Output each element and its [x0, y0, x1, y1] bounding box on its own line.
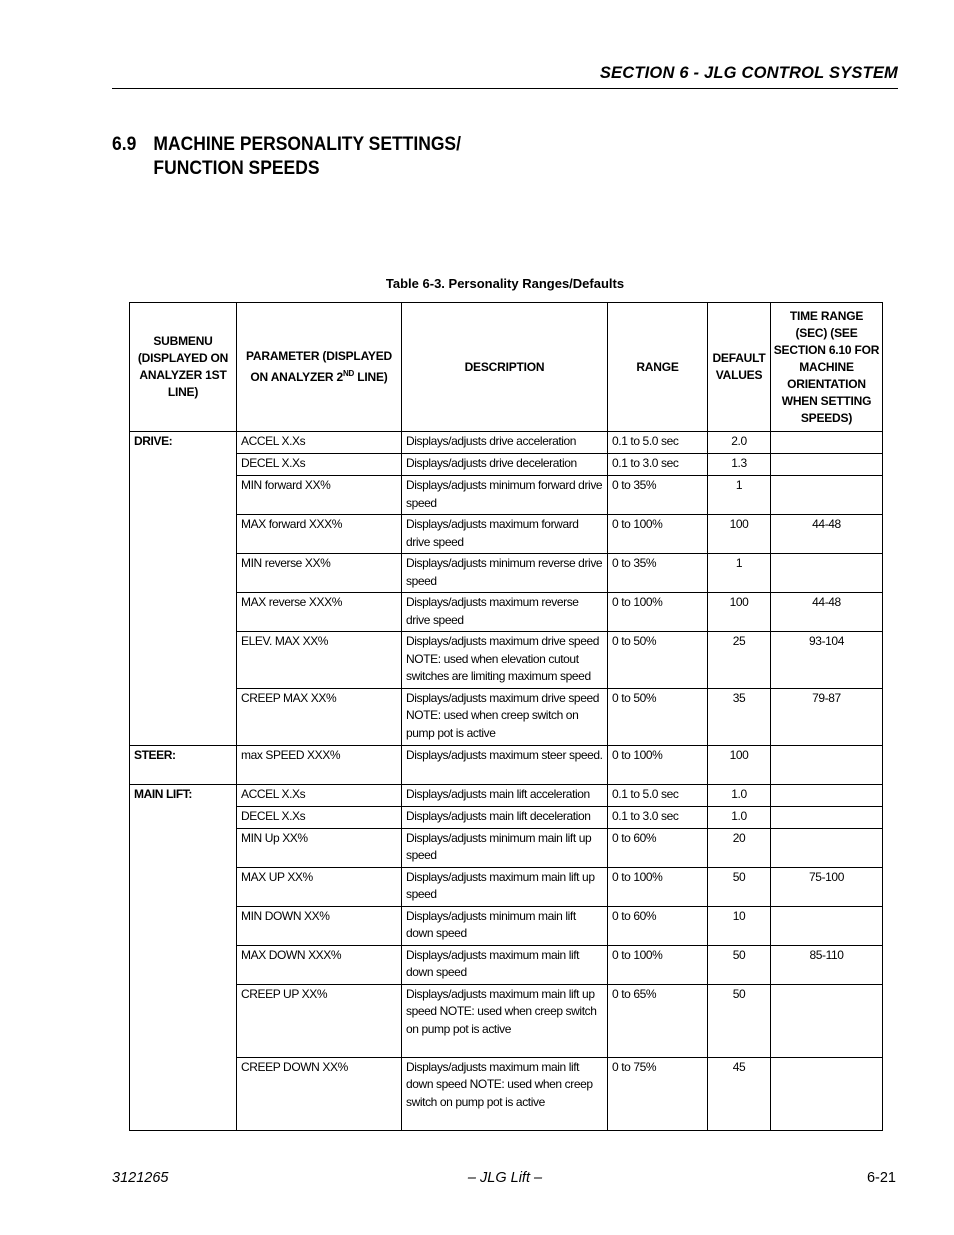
row-default: 100: [708, 593, 771, 632]
row-submenu: [130, 828, 237, 867]
row-default: 35: [708, 688, 771, 745]
row-parameter: CREEP MAX XX%: [237, 688, 402, 745]
row-parameter: MAX UP XX%: [237, 867, 402, 906]
row-submenu: MAIN LIFT:: [130, 784, 237, 806]
row-parameter: DECEL X.Xs: [237, 806, 402, 828]
row-submenu: [130, 867, 237, 906]
row-submenu: [130, 554, 237, 593]
row-parameter: ELEV. MAX XX%: [237, 632, 402, 689]
table-row: [130, 515, 883, 554]
row-range: 0 to 100%: [608, 515, 708, 554]
table-caption: Table 6-3. Personality Ranges/Defaults: [385, 276, 625, 291]
row-time-range: [771, 745, 883, 784]
row-description: Displays/adjusts drive acceleration: [402, 432, 608, 454]
row-time-range: [771, 454, 883, 476]
row-range: 0 to 100%: [608, 745, 708, 784]
row-default: 1.3: [708, 454, 771, 476]
row-default: 50: [708, 945, 771, 984]
table-row: [130, 945, 883, 984]
row-parameter: MAX forward XXX%: [237, 515, 402, 554]
row-time-range: 93-104: [771, 632, 883, 689]
row-description: Displays/adjusts maximum steer speed.: [402, 745, 608, 784]
row-range: 0 to 50%: [608, 632, 708, 689]
row-default: 1: [708, 554, 771, 593]
row-parameter: MIN Up XX%: [237, 828, 402, 867]
row-default: 2.0: [708, 432, 771, 454]
row-parameter: MAX reverse XXX%: [237, 593, 402, 632]
row-range: 0 to 35%: [608, 554, 708, 593]
table-body: [130, 432, 883, 1131]
section-title-line1: MACHINE PERSONALITY SETTINGS/: [153, 134, 461, 155]
row-parameter: MAX DOWN XXX%: [237, 945, 402, 984]
row-description: Displays/adjusts main lift deceleration: [402, 806, 608, 828]
section-heading: [112, 133, 461, 181]
row-time-range: [771, 1057, 883, 1130]
table-row: [130, 593, 883, 632]
row-description: Displays/adjusts minimum main lift down speed: [402, 906, 608, 945]
row-parameter: CREEP DOWN XX%: [237, 1057, 402, 1130]
row-time-range: [771, 554, 883, 593]
row-submenu: [130, 945, 237, 984]
row-submenu: [130, 984, 237, 1057]
row-description: Displays/adjusts maximum main lift down speed: [402, 945, 608, 984]
header-range: RANGE: [608, 303, 708, 432]
table-row: [130, 476, 883, 515]
section-header: SECTION 6 - JLG CONTROL SYSTEM: [599, 64, 898, 82]
row-range: 0 to 60%: [608, 906, 708, 945]
header-default: DEFAULT VALUES: [708, 303, 771, 432]
row-parameter: CREEP UP XX%: [237, 984, 402, 1057]
row-default: 45: [708, 1057, 771, 1130]
row-description: Displays/adjusts minimum reverse drive speed: [402, 554, 608, 593]
row-default: 100: [708, 515, 771, 554]
section-number: 6.9: [112, 134, 137, 155]
row-submenu: [130, 515, 237, 554]
section-title-line2: FUNCTION SPEEDS: [153, 158, 320, 179]
row-time-range: [771, 984, 883, 1057]
row-parameter: MIN forward XX%: [237, 476, 402, 515]
table-row: [130, 632, 883, 689]
row-range: 0 to 50%: [608, 688, 708, 745]
footer-page-number: 6-21: [866, 1170, 896, 1186]
header-parameter-sup: ND: [342, 369, 355, 378]
table-row: [130, 688, 883, 745]
row-submenu: [130, 593, 237, 632]
row-description: Displays/adjusts minimum forward drive speed: [402, 476, 608, 515]
row-submenu: [130, 632, 237, 689]
row-range: 0.1 to 5.0 sec: [608, 432, 708, 454]
row-time-range: 44-48: [771, 515, 883, 554]
row-time-range: [771, 784, 883, 806]
row-default: 1.0: [708, 806, 771, 828]
row-time-range: 44-48: [771, 593, 883, 632]
header-time-range: TIME RANGE (SEC) (SEE SECTION 6.10 FOR MACHINE ORIENTATION WHEN SETTING SPEEDS): [771, 303, 883, 432]
personality-table: [129, 302, 883, 1131]
row-time-range: [771, 432, 883, 454]
row-default: 20: [708, 828, 771, 867]
row-time-range: [771, 476, 883, 515]
row-default: 10: [708, 906, 771, 945]
row-time-range: 85-110: [771, 945, 883, 984]
header-rule: [112, 88, 898, 89]
table-row: [130, 454, 883, 476]
row-submenu: STEER:: [130, 745, 237, 784]
row-parameter: ACCEL X.Xs: [237, 432, 402, 454]
row-time-range: 79-87: [771, 688, 883, 745]
header-parameter: [237, 303, 402, 432]
row-parameter: ACCEL X.Xs: [237, 784, 402, 806]
row-range: 0.1 to 5.0 sec: [608, 784, 708, 806]
table-row: [130, 828, 883, 867]
row-range: 0 to 75%: [608, 1057, 708, 1130]
table-header-row: [130, 303, 883, 432]
table-row: [130, 906, 883, 945]
row-submenu: DRIVE:: [130, 432, 237, 454]
row-description: Displays/adjusts maximum reverse drive speed: [402, 593, 608, 632]
header-parameter-tail: LINE): [354, 370, 388, 384]
row-parameter: DECEL X.Xs: [237, 454, 402, 476]
table-row: [130, 1057, 883, 1130]
row-range: 0 to 65%: [608, 984, 708, 1057]
row-time-range: [771, 806, 883, 828]
row-range: 0 to 100%: [608, 593, 708, 632]
table-row: [130, 984, 883, 1057]
row-range: 0 to 100%: [608, 945, 708, 984]
row-submenu: [130, 454, 237, 476]
row-description: Displays/adjusts maximum main lift down speed NOTE: used when creep switch on pump pot is active: [402, 1057, 608, 1130]
table-row: [130, 867, 883, 906]
row-range: 0 to 60%: [608, 828, 708, 867]
row-parameter: MIN reverse XX%: [237, 554, 402, 593]
row-range: 0 to 35%: [608, 476, 708, 515]
row-description: Displays/adjusts maximum forward drive speed: [402, 515, 608, 554]
header-description: DESCRIPTION: [402, 303, 608, 432]
table-row: [130, 784, 883, 806]
row-default: 1: [708, 476, 771, 515]
row-description: Displays/adjusts maximum drive speed NOTE: used when creep switch on pump pot is active: [402, 688, 608, 745]
row-default: 50: [708, 867, 771, 906]
row-submenu: [130, 688, 237, 745]
header-submenu: SUBMENU (DISPLAYED ON ANALYZER 1ST LINE): [130, 303, 237, 432]
table-row: [130, 806, 883, 828]
row-description: Displays/adjusts maximum drive speed NOTE: used when elevation cutout switches are limiting maximum speed: [402, 632, 608, 689]
row-time-range: [771, 906, 883, 945]
row-range: 0.1 to 3.0 sec: [608, 454, 708, 476]
row-parameter: max SPEED XXX%: [237, 745, 402, 784]
row-default: 1.0: [708, 784, 771, 806]
footer-doc-number: 3121265: [112, 1170, 169, 1186]
row-default: 100: [708, 745, 771, 784]
row-description: Displays/adjusts minimum main lift up speed: [402, 828, 608, 867]
row-time-range: 75-100: [771, 867, 883, 906]
footer-brand: – JLG Lift –: [467, 1170, 543, 1186]
row-description: Displays/adjusts maximum main lift up speed: [402, 867, 608, 906]
table-row: [130, 745, 883, 784]
table-row: [130, 554, 883, 593]
row-description: Displays/adjusts maximum main lift up speed NOTE: used when creep switch on pump pot is active: [402, 984, 608, 1057]
row-submenu: [130, 1057, 237, 1130]
row-parameter: MIN DOWN XX%: [237, 906, 402, 945]
row-description: Displays/adjusts main lift acceleration: [402, 784, 608, 806]
row-range: 0 to 100%: [608, 867, 708, 906]
row-default: 25: [708, 632, 771, 689]
table-row: [130, 432, 883, 454]
row-default: 50: [708, 984, 771, 1057]
row-range: 0.1 to 3.0 sec: [608, 806, 708, 828]
row-time-range: [771, 828, 883, 867]
row-submenu: [130, 806, 237, 828]
row-submenu: [130, 906, 237, 945]
row-description: Displays/adjusts drive deceleration: [402, 454, 608, 476]
header-parameter-text: PARAMETER (DISPLAYED ON ANALYZER 2: [245, 349, 393, 384]
row-submenu: [130, 476, 237, 515]
